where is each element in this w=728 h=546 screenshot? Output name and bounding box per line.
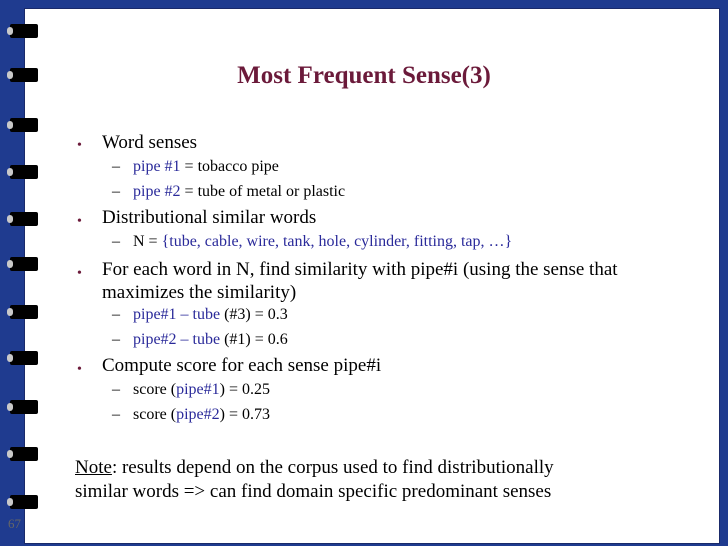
binder-ring — [10, 400, 38, 414]
sub-item-term: pipe#1 – tube — [133, 306, 221, 323]
dash-marker: – — [112, 306, 120, 323]
bullet-word-senses: Word senses — [102, 132, 198, 153]
dash-marker: – — [112, 406, 120, 423]
bullet-marker: • — [77, 138, 82, 153]
binder-ring — [10, 447, 38, 461]
note-text: : results depend on the corpus used to find distributionally — [111, 457, 554, 478]
sub-item — [133, 306, 288, 324]
binder-ring — [10, 212, 38, 226]
sub-item — [133, 381, 270, 399]
bullet-compute-score: Compute score for each sense pipe#i — [102, 355, 382, 376]
sub-item — [133, 183, 345, 201]
sub-item — [133, 158, 279, 176]
sub-item-text: score ( — [133, 381, 177, 398]
page-number: 67 — [8, 516, 21, 531]
sub-item-term: pipe #2 — [133, 183, 181, 200]
sub-item-text: score ( — [133, 406, 177, 423]
sub-item-text: = tobacco pipe — [180, 158, 279, 175]
sub-item-text: (#1) = 0.6 — [220, 331, 288, 348]
binder-ring — [10, 165, 38, 179]
sub-item-text: ) = 0.73 — [219, 406, 270, 423]
dash-marker: – — [112, 183, 120, 200]
note-line-2: similar words => can find domain specific predominant senses — [75, 481, 552, 502]
bullet-marker: • — [77, 214, 82, 229]
bullet-distributional: Distributional similar words — [102, 207, 317, 228]
binder-ring — [10, 257, 38, 271]
note-line-1 — [75, 457, 554, 479]
sub-item — [133, 233, 512, 251]
sub-item-term: {tube, cable, wire, tank, hole, cylinder, fitting, tap, …} — [161, 233, 513, 250]
dash-marker: – — [112, 381, 120, 398]
bullet-marker: • — [77, 362, 82, 377]
bullet-marker: • — [77, 266, 82, 281]
sub-item-text: ) = 0.25 — [219, 381, 270, 398]
dash-marker: – — [112, 331, 120, 348]
sub-item-term: pipe#1 — [176, 381, 220, 398]
bullet-for-each-word: For each word in N, find similarity with pipe#i (using the sense that — [102, 259, 618, 280]
slide-title: Most Frequent Sense(3) — [237, 62, 491, 89]
sub-item — [133, 331, 288, 349]
bullet-for-each-word-cont: maximizes the similarity) — [102, 282, 297, 303]
note-label: Note — [75, 457, 112, 478]
sub-item-term: pipe#2 — [176, 406, 220, 423]
dash-marker: – — [112, 233, 120, 250]
sub-item-text: (#3) = 0.3 — [220, 306, 288, 323]
sub-item — [133, 406, 270, 424]
binder-ring — [10, 495, 38, 509]
sub-item-text: = tube of metal or plastic — [180, 183, 346, 200]
binder-ring — [10, 351, 38, 365]
binder-ring — [10, 118, 38, 132]
sub-item-term: pipe#2 – tube — [133, 331, 221, 348]
dash-marker: – — [112, 158, 120, 175]
binder-ring — [10, 305, 38, 319]
binder-ring — [10, 24, 38, 38]
sub-item-term: pipe #1 — [133, 158, 181, 175]
sub-item-text: N = — [133, 233, 162, 250]
